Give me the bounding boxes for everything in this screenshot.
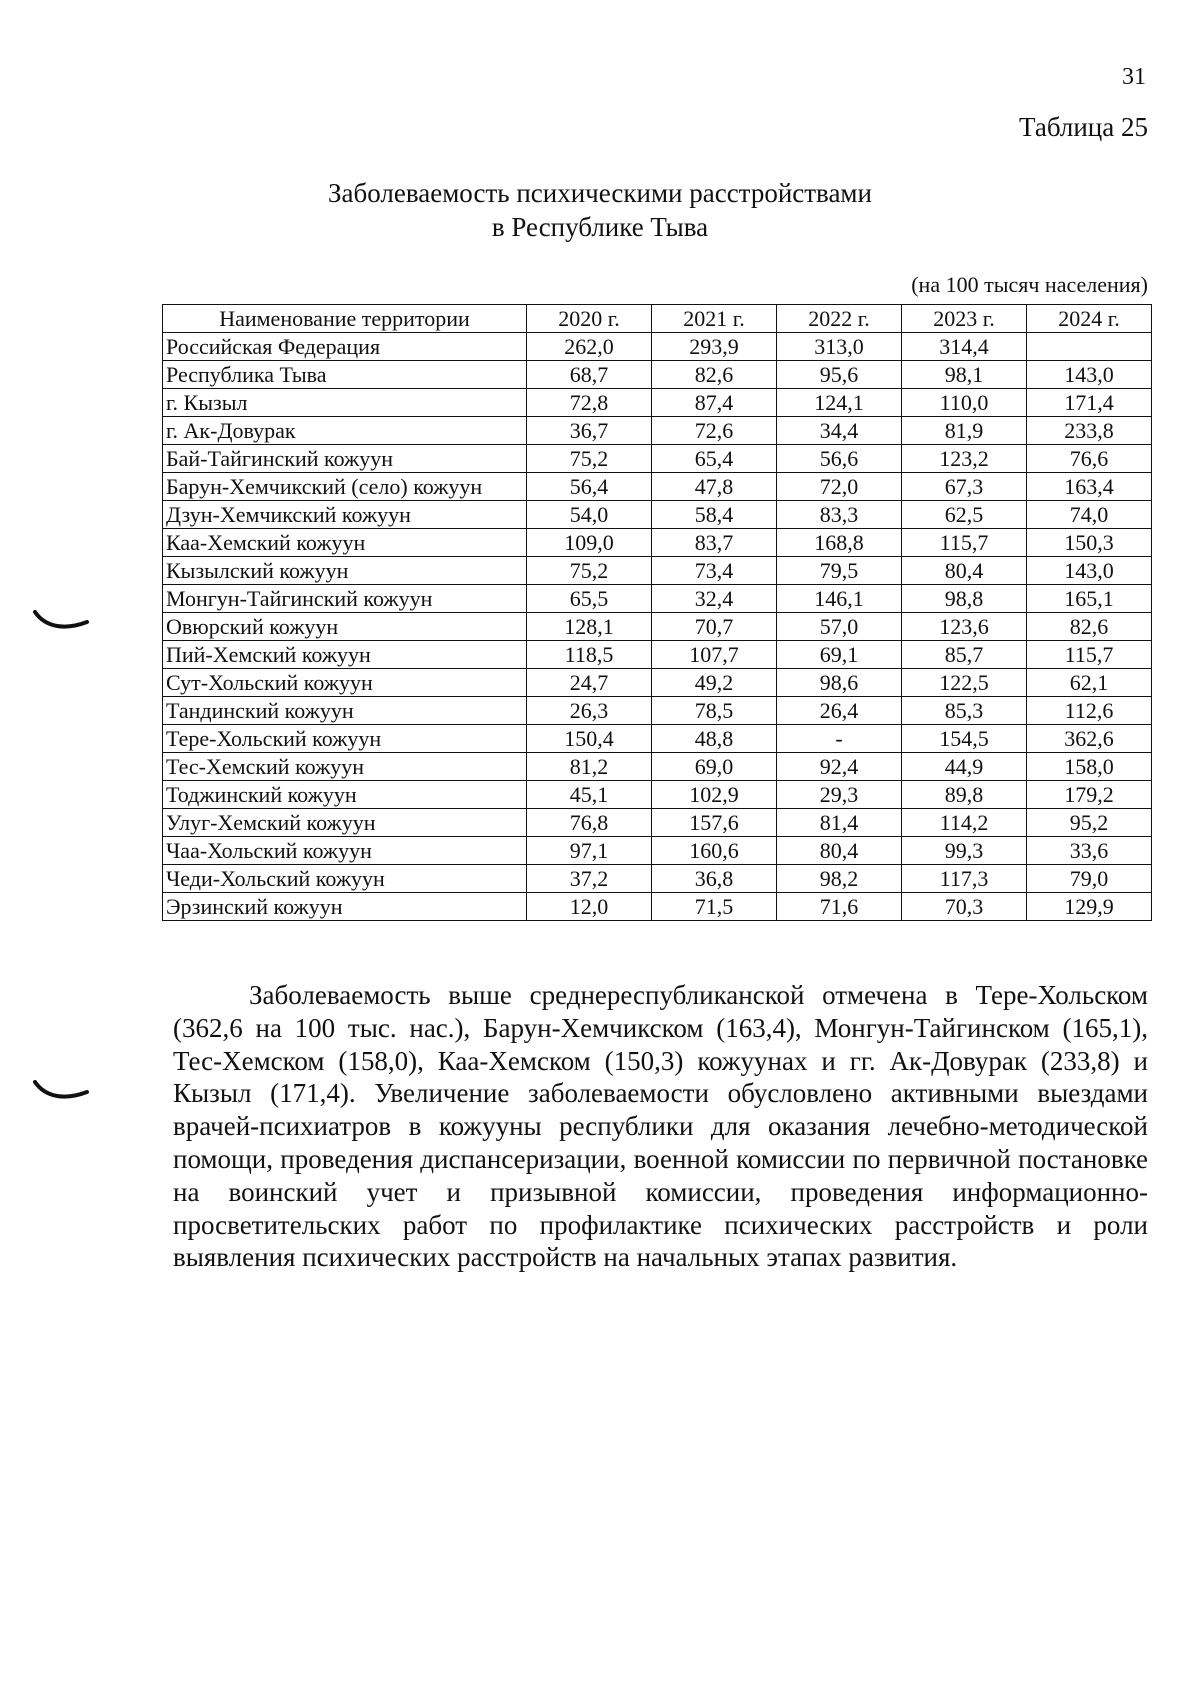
value-cell: 115,7 bbox=[902, 529, 1027, 557]
value-cell: 56,6 bbox=[777, 445, 902, 473]
value-cell: 36,8 bbox=[652, 865, 777, 893]
territory-name-cell: Бай-Тайгинский кожуун bbox=[163, 445, 527, 473]
value-cell: 81,2 bbox=[527, 753, 652, 781]
value-cell: 65,4 bbox=[652, 445, 777, 473]
value-cell: 98,1 bbox=[902, 361, 1027, 389]
table-row bbox=[163, 333, 1152, 361]
table-row bbox=[163, 445, 1152, 473]
value-cell: 79,0 bbox=[1027, 865, 1152, 893]
value-cell: 87,4 bbox=[652, 389, 777, 417]
value-cell: 112,6 bbox=[1027, 697, 1152, 725]
value-cell: 171,4 bbox=[1027, 389, 1152, 417]
table-label: Таблица 25 bbox=[1019, 112, 1148, 142]
header-2020: 2020 г. bbox=[527, 305, 652, 333]
value-cell: 56,4 bbox=[527, 473, 652, 501]
value-cell: 76,6 bbox=[1027, 445, 1152, 473]
value-cell: 47,8 bbox=[652, 473, 777, 501]
value-cell: 74,0 bbox=[1027, 501, 1152, 529]
value-cell: 160,6 bbox=[652, 837, 777, 865]
value-cell: 98,8 bbox=[902, 585, 1027, 613]
value-cell: 95,6 bbox=[777, 361, 902, 389]
territory-name-cell: Овюрский кожуун bbox=[163, 613, 527, 641]
value-cell: 62,5 bbox=[902, 501, 1027, 529]
value-cell: 67,3 bbox=[902, 473, 1027, 501]
value-cell: 54,0 bbox=[527, 501, 652, 529]
value-cell: 75,2 bbox=[527, 445, 652, 473]
table-row bbox=[163, 529, 1152, 557]
value-cell: 123,6 bbox=[902, 613, 1027, 641]
page-number: 31 bbox=[1122, 64, 1146, 90]
value-cell: 81,9 bbox=[902, 417, 1027, 445]
value-cell: 314,4 bbox=[902, 333, 1027, 361]
value-cell: 146,1 bbox=[777, 585, 902, 613]
value-cell: 115,7 bbox=[1027, 641, 1152, 669]
value-cell: 107,7 bbox=[652, 641, 777, 669]
value-cell: 32,4 bbox=[652, 585, 777, 613]
table-row bbox=[163, 501, 1152, 529]
territory-name-cell: Улуг-Хемский кожуун bbox=[163, 809, 527, 837]
value-cell: 72,8 bbox=[527, 389, 652, 417]
value-cell: 128,1 bbox=[527, 613, 652, 641]
territory-name-cell: Тере-Хольский кожуун bbox=[163, 725, 527, 753]
value-cell: 24,7 bbox=[527, 669, 652, 697]
value-cell: 76,8 bbox=[527, 809, 652, 837]
territory-name-cell: Сут-Хольский кожуун bbox=[163, 669, 527, 697]
table-row bbox=[163, 837, 1152, 865]
value-cell: 158,0 bbox=[1027, 753, 1152, 781]
table-row bbox=[163, 697, 1152, 725]
territory-name-cell: Барун-Хемчикский (село) кожуун bbox=[163, 473, 527, 501]
table-row bbox=[163, 781, 1152, 809]
value-cell: 313,0 bbox=[777, 333, 902, 361]
value-cell: 179,2 bbox=[1027, 781, 1152, 809]
value-cell: 78,5 bbox=[652, 697, 777, 725]
table-row bbox=[163, 613, 1152, 641]
table-row bbox=[163, 669, 1152, 697]
value-cell: 72,6 bbox=[652, 417, 777, 445]
table-row bbox=[163, 641, 1152, 669]
value-cell: 165,1 bbox=[1027, 585, 1152, 613]
table-row bbox=[163, 753, 1152, 781]
value-cell: 92,4 bbox=[777, 753, 902, 781]
value-cell: 36,7 bbox=[527, 417, 652, 445]
territory-name-cell: Дзун-Хемчикский кожуун bbox=[163, 501, 527, 529]
value-cell: 57,0 bbox=[777, 613, 902, 641]
value-cell: 150,3 bbox=[1027, 529, 1152, 557]
table-body bbox=[163, 333, 1152, 921]
value-cell: 69,0 bbox=[652, 753, 777, 781]
value-cell: 95,2 bbox=[1027, 809, 1152, 837]
territory-name-cell: Монгун-Тайгинский кожуун bbox=[163, 585, 527, 613]
value-cell: 143,0 bbox=[1027, 557, 1152, 585]
value-cell: 143,0 bbox=[1027, 361, 1152, 389]
table-title-line-2: в Республике Тыва bbox=[491, 212, 709, 242]
table-row bbox=[163, 389, 1152, 417]
margin-tick-mark bbox=[32, 606, 90, 636]
value-cell: 102,9 bbox=[652, 781, 777, 809]
value-cell bbox=[1027, 333, 1152, 361]
value-cell: 99,3 bbox=[902, 837, 1027, 865]
value-cell: 82,6 bbox=[652, 361, 777, 389]
value-cell: 34,4 bbox=[777, 417, 902, 445]
value-cell: 79,5 bbox=[777, 557, 902, 585]
value-cell: 82,6 bbox=[1027, 613, 1152, 641]
value-cell: 70,3 bbox=[902, 893, 1027, 921]
value-cell: 98,2 bbox=[777, 865, 902, 893]
value-cell: 168,8 bbox=[777, 529, 902, 557]
margin-tick-mark bbox=[32, 1076, 90, 1106]
value-cell: 26,4 bbox=[777, 697, 902, 725]
territory-name-cell: Российская Федерация bbox=[163, 333, 527, 361]
value-cell: 122,5 bbox=[902, 669, 1027, 697]
body-paragraph: Заболеваемость выше среднереспубликанской отмечена в Тере-Хольском (362,6 на 100 тыс. нас.), Барун-Хемчикском (163,4), Монгун-Тайгинском (165,1), Тес-Хемском (158,0), Каа-Хемском (150,3) кожуунах и гг. Ак-Довурак (233,8) и Кызыл (171,4). Увеличение заболеваемости обусловлено активными выездами врачей-психиатров в кожууны республики для оказания лечебно-методической помощи, проведения диспансеризации, военной комиссии по первичной постановке на воинский учет и призывной комиссии, проведения информационно-просветительских работ по профилактике психических расстройств и роли выявления психических расстройств на начальных этапах развития. bbox=[173, 980, 1148, 1273]
table-title-line-1: Заболеваемость психическими расстройствами bbox=[328, 178, 872, 208]
territory-name-cell: Республика Тыва bbox=[163, 361, 527, 389]
value-cell: 80,4 bbox=[902, 557, 1027, 585]
value-cell: 362,6 bbox=[1027, 725, 1152, 753]
table-row bbox=[163, 809, 1152, 837]
value-cell: 33,6 bbox=[1027, 837, 1152, 865]
value-cell: 85,7 bbox=[902, 641, 1027, 669]
table-row bbox=[163, 361, 1152, 389]
value-cell: 98,6 bbox=[777, 669, 902, 697]
value-cell: 69,1 bbox=[777, 641, 902, 669]
value-cell: 154,5 bbox=[902, 725, 1027, 753]
value-cell: 70,7 bbox=[652, 613, 777, 641]
header-territory: Наименование территории bbox=[163, 305, 527, 333]
value-cell: 150,4 bbox=[527, 725, 652, 753]
table-row bbox=[163, 557, 1152, 585]
value-cell: 89,8 bbox=[902, 781, 1027, 809]
value-cell: 75,2 bbox=[527, 557, 652, 585]
value-cell: 44,9 bbox=[902, 753, 1027, 781]
territory-name-cell: Тес-Хемский кожуун bbox=[163, 753, 527, 781]
units-note: (на 100 тысяч населения) bbox=[911, 272, 1148, 297]
table-row bbox=[163, 893, 1152, 921]
value-cell: 71,6 bbox=[777, 893, 902, 921]
value-cell: 58,4 bbox=[652, 501, 777, 529]
territory-name-cell: Тандинский кожуун bbox=[163, 697, 527, 725]
header-2022: 2022 г. bbox=[777, 305, 902, 333]
value-cell: 45,1 bbox=[527, 781, 652, 809]
value-cell: 81,4 bbox=[777, 809, 902, 837]
territory-name-cell: Эрзинский кожуун bbox=[163, 893, 527, 921]
value-cell: 65,5 bbox=[527, 585, 652, 613]
value-cell: 83,7 bbox=[652, 529, 777, 557]
value-cell: 72,0 bbox=[777, 473, 902, 501]
table-row bbox=[163, 417, 1152, 445]
territory-name-cell: Кызылский кожуун bbox=[163, 557, 527, 585]
header-2023: 2023 г. bbox=[902, 305, 1027, 333]
territory-name-cell: г. Ак-Довурак bbox=[163, 417, 527, 445]
value-cell: 83,3 bbox=[777, 501, 902, 529]
value-cell: 262,0 bbox=[527, 333, 652, 361]
value-cell: 71,5 bbox=[652, 893, 777, 921]
value-cell: 117,3 bbox=[902, 865, 1027, 893]
value-cell: 29,3 bbox=[777, 781, 902, 809]
table-title bbox=[0, 176, 1200, 244]
value-cell: 109,0 bbox=[527, 529, 652, 557]
header-2021: 2021 г. bbox=[652, 305, 777, 333]
value-cell: 233,8 bbox=[1027, 417, 1152, 445]
morbidity-table bbox=[162, 304, 1152, 921]
value-cell: 26,3 bbox=[527, 697, 652, 725]
table-row bbox=[163, 865, 1152, 893]
territory-name-cell: Пий-Хемский кожуун bbox=[163, 641, 527, 669]
value-cell: 114,2 bbox=[902, 809, 1027, 837]
value-cell: 73,4 bbox=[652, 557, 777, 585]
territory-name-cell: Тоджинский кожуун bbox=[163, 781, 527, 809]
value-cell: 97,1 bbox=[527, 837, 652, 865]
value-cell: 80,4 bbox=[777, 837, 902, 865]
value-cell: 48,8 bbox=[652, 725, 777, 753]
table-row bbox=[163, 473, 1152, 501]
table-row bbox=[163, 585, 1152, 613]
value-cell: 124,1 bbox=[777, 389, 902, 417]
value-cell: 85,3 bbox=[902, 697, 1027, 725]
value-cell: 110,0 bbox=[902, 389, 1027, 417]
value-cell: 293,9 bbox=[652, 333, 777, 361]
value-cell: 157,6 bbox=[652, 809, 777, 837]
territory-name-cell: г. Кызыл bbox=[163, 389, 527, 417]
value-cell: 37,2 bbox=[527, 865, 652, 893]
value-cell: - bbox=[777, 725, 902, 753]
value-cell: 62,1 bbox=[1027, 669, 1152, 697]
value-cell: 49,2 bbox=[652, 669, 777, 697]
header-2024: 2024 г. bbox=[1027, 305, 1152, 333]
value-cell: 12,0 bbox=[527, 893, 652, 921]
value-cell: 123,2 bbox=[902, 445, 1027, 473]
value-cell: 129,9 bbox=[1027, 893, 1152, 921]
value-cell: 163,4 bbox=[1027, 473, 1152, 501]
territory-name-cell: Чаа-Хольский кожуун bbox=[163, 837, 527, 865]
territory-name-cell: Каа-Хемский кожуун bbox=[163, 529, 527, 557]
table-header-row bbox=[163, 305, 1152, 333]
table-row bbox=[163, 725, 1152, 753]
value-cell: 118,5 bbox=[527, 641, 652, 669]
value-cell: 68,7 bbox=[527, 361, 652, 389]
territory-name-cell: Чеди-Хольский кожуун bbox=[163, 865, 527, 893]
